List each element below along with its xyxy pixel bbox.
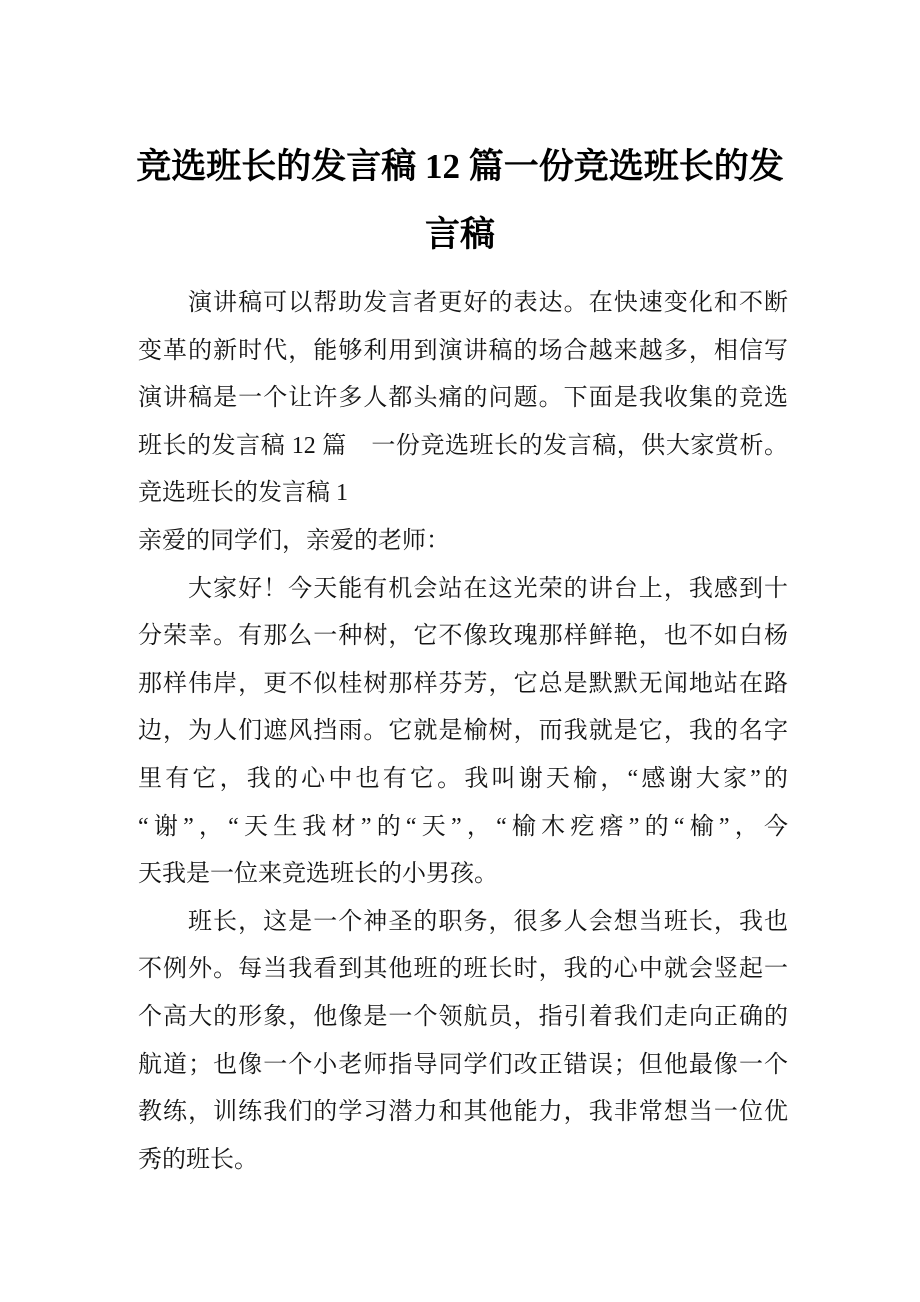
body-text-line: 个高大的形象，他像是一个领航员，指引着我们走向正确的 [138,1003,788,1030]
body-text-line: 演讲稿是一个让许多人都头痛的问题。下面是我收集的竞选 [138,385,788,412]
body-text-line: 演讲稿可以帮助发言者更好的表达。在快速变化和不断 [188,290,788,316]
body-text-line: 边，为人们遮风挡雨。它就是榆树，而我就是它，我的名字 [138,718,788,745]
body-text-line: 天我是一位来竞选班长的小男孩。 [138,861,498,888]
document-title-line-2: 言稿 [424,215,495,254]
body-text-line: 变革的新时代，能够利用到演讲稿的场合越来越多，相信写 [138,337,788,364]
body-text-line: 航道；也像一个小老师指导同学们改正错误；但他最像一个 [138,1051,788,1078]
body-text-line: 教练，训练我们的学习潜力和其他能力，我非常想当一位优 [138,1099,788,1126]
body-text-line: 秀的班长。 [138,1146,258,1173]
body-text-line: 分荣幸。有那么一种树，它不像玫瑰那样鲜艳，也不如白杨 [138,623,788,650]
body-text-line: 亲爱的同学们，亲爱的老师： [138,527,450,554]
body-text-line: 不例外。每当我看到其他班的班长时，我的心中就会竖起一 [138,956,788,983]
body-text-line: “谢”，“天生我材”的“天”，“榆木疙瘩”的“榆”，今 [138,813,788,840]
body-text-line: 大家好！今天能有机会站在这光荣的讲台上，我感到十 [188,575,788,602]
body-text-line: 班长的发言稿 12 篇 一份竞选班长的发言稿，供大家赏析。 [138,432,788,459]
body-text-line: 里有它，我的心中也有它。我叫谢天榆，“感谢大家”的 [138,765,788,792]
document-title [60,133,860,269]
body-text-line: 竞选班长的发言稿 1 [138,480,348,507]
body-text-line: 班长，这是一个神圣的职务，很多人会想当班长，我也 [188,908,788,935]
document-body [138,280,788,1184]
body-text-line: 那样伟岸，更不似桂树那样芬芳，它总是默默无闻地站在路 [138,670,788,697]
document-title-line-1: 竞选班长的发言稿 12 篇一份竞选班长的发 [136,147,784,186]
